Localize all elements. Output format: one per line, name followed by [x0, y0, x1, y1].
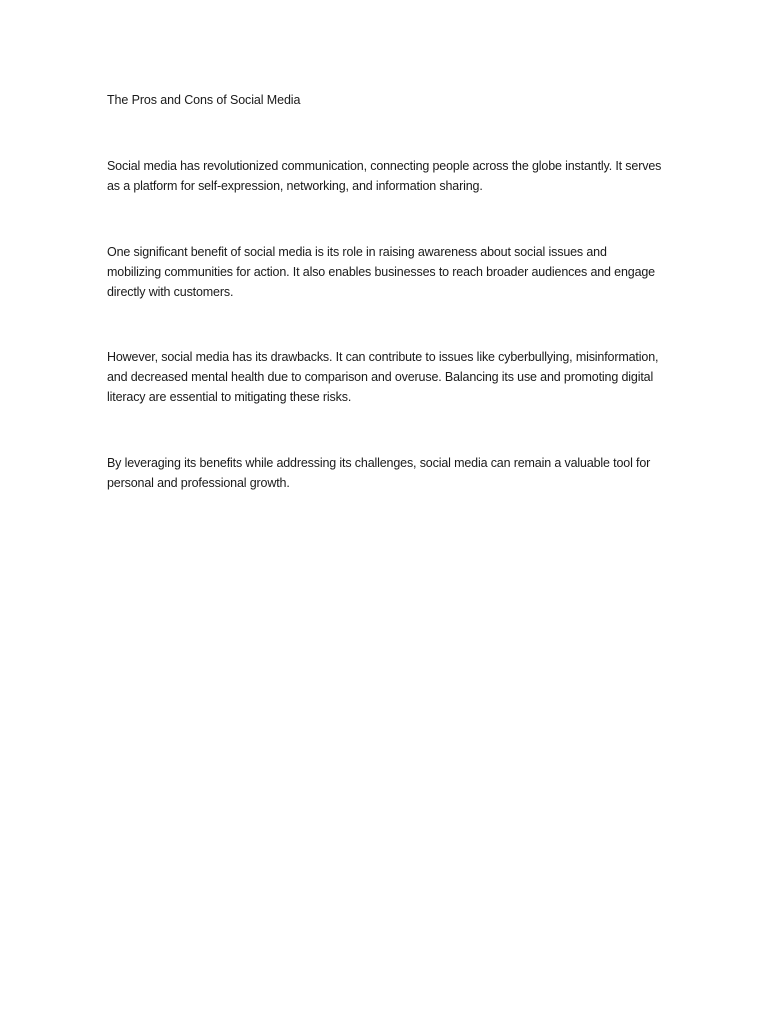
document-title: The Pros and Cons of Social Media: [107, 93, 301, 107]
paragraph-drawbacks: However, social media has its drawbacks. It can contribute to issues like cyberbullying, misinformation, and decreased mental health due to comparison and overuse. Balancing its use and promoting digital literacy are essential to mitigating these risks.: [107, 350, 659, 404]
paragraph-intro: Social media has revolutionized communication, connecting people across the globe instantly. It serves as a platform for self-expression, networking, and information sharing.: [107, 159, 662, 193]
paragraph-conclusion: By leveraging its benefits while addressing its challenges, social media can remain a valuable tool for personal and professional growth.: [107, 456, 651, 490]
document-body: [107, 90, 663, 493]
paragraph-benefits: One significant benefit of social media is its role in raising awareness about social issues and mobilizing communities for action. It also enables businesses to reach broader audiences and engage directly with customers.: [107, 245, 655, 299]
